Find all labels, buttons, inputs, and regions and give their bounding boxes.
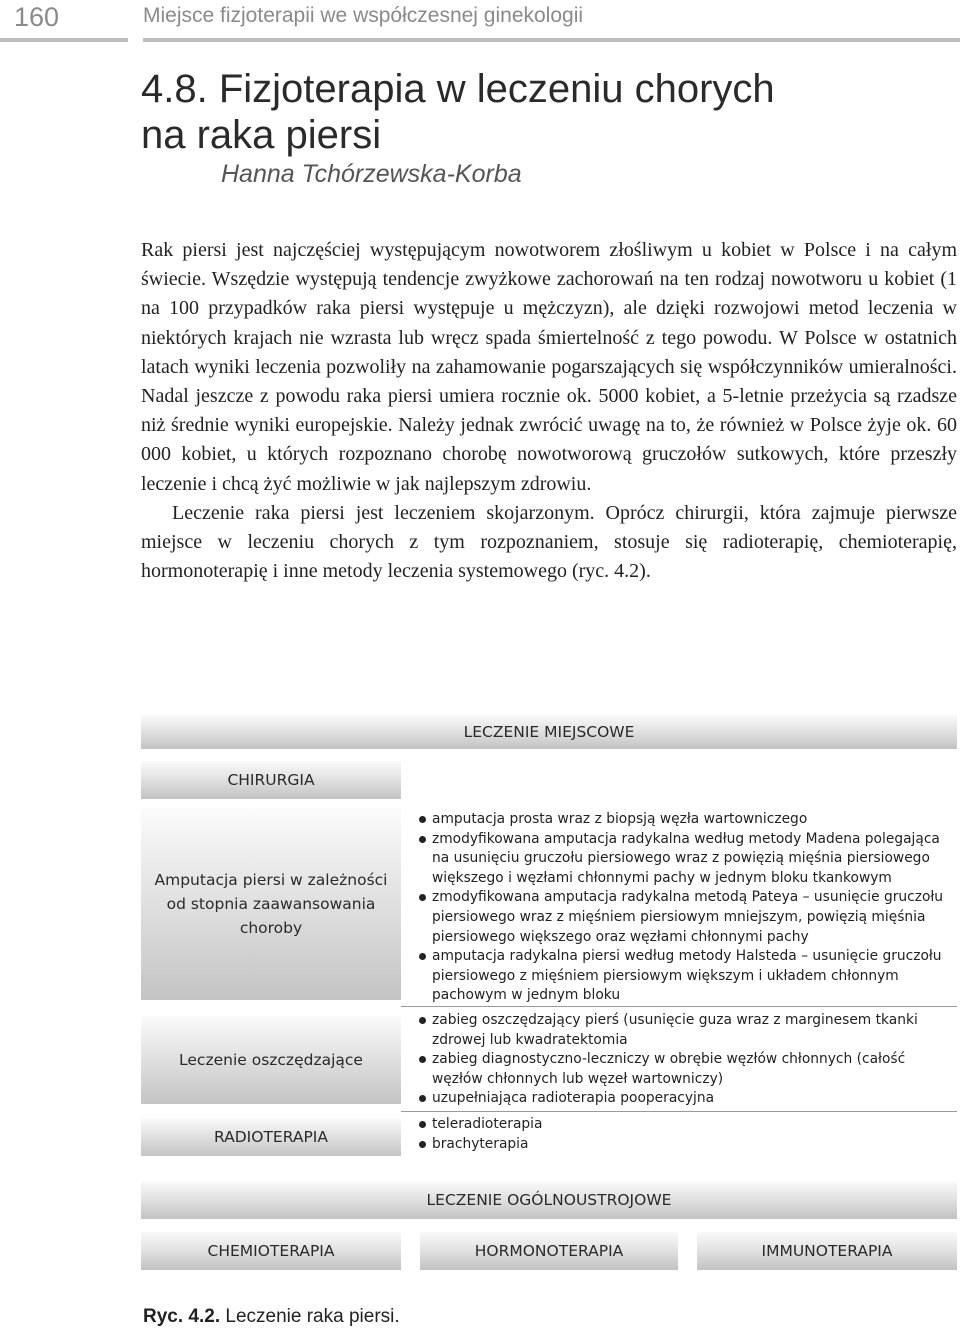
amputation-label: Amputacja piersi w zależności od stopnia zaawansowania choroby — [141, 808, 401, 1000]
amputation-methods-list — [416, 810, 957, 1006]
paragraph: Leczenie raka piersi jest leczeniem skojarzonym. Oprócz chirurgii, która zajmuje pierwsze miejsce w leczeniu chorych z tym rozpoznaniem, stosuje się radioterapię, chemioterapię, hormonoterapię i inne metody leczenia systemowego (ryc. 4.2). — [141, 501, 957, 583]
page-number: 160 — [14, 2, 60, 32]
running-head: Miejsce fizjoterapii we współczesnej ginekologii — [143, 4, 584, 27]
surgery-header: CHIRURGIA — [141, 761, 401, 799]
immunotherapy-box: IMMUNOTERAPIA — [697, 1232, 957, 1270]
chapter-title-line: 4.8. Fizjoterapia w leczeniu chorych — [141, 67, 775, 111]
chapter-title-line: na raka piersi — [141, 113, 382, 157]
caption-label: Ryc. 4.2. — [143, 1306, 221, 1327]
list-item: zabieg diagnostyczno-leczniczy w obrębie węzłów chłonnych (całość węzłów chłonnych lub węzeł wartowniczy) — [416, 1050, 957, 1089]
conserving-treatment-label: Leczenie oszczędzające — [141, 1016, 401, 1104]
author-name: Hanna Tchórzewska-Korba — [221, 160, 522, 188]
chapter-title — [141, 66, 941, 158]
radiotherapy-methods-list — [416, 1115, 957, 1154]
divider — [401, 1006, 957, 1007]
figure-caption — [143, 1306, 400, 1328]
radiotherapy-label: RADIOTERAPIA — [141, 1118, 401, 1156]
header-rule — [0, 38, 128, 42]
list-item: amputacja radykalna piersi według metody Halsteda – usunięcie gruczołu piersiowego z mięśniem piersiowym większym i układem chłonnym pachowym w jednym bloku — [416, 947, 957, 1006]
systemic-treatment-header: LECZENIE OGÓLNOUSTROJOWE — [141, 1181, 957, 1219]
list-item: zmodyfikowana amputacja radykalna według metody Madena polegająca na usunięciu gruczołu piersiowego wraz z powięzią mięśnia piersiowego większego i węzłami chłonnymi pachy w jednym bloku tkankowym — [416, 830, 957, 889]
paragraph: Rak piersi jest najczęściej występującym nowotworem złośliwym u kobiet w Polsce i na całym świecie. Wszędzie występują tendencje zwyżkowe zachorowań na ten rodzaj nowotworu u kobiet (1 na 100 przypadków raka piersi występuje u mężczyzn), ale dzięki rozwojowi metod leczenia w niektórych krajach nie wzrasta lub wręcz spada śmiertelność z tego powodu. W Polsce w ostatnich latach wyniki leczenia pozwoliły na zahamowanie pogarszających się współczynników umieralności. Nadal jeszcze z powodu raka piersi umiera rocznie ok. 5000 kobiet, a 5-letnie przeżycia są rzadsze niż średnie wyniki europejskie. Należy jednak zwrócić uwagę na to, że również w Polsce żyje ok. 60 000 kobiet, u których rozpoznano chorobę nowotworową gruczołów sutkowych, które przeszły leczenie i chcą żyć możliwie w jak najlepszym zdrowiu. — [141, 239, 957, 495]
list-item: uzupełniająca radioterapia pooperacyjna — [416, 1089, 957, 1109]
list-item: amputacja prosta wraz z biopsją węzła wartowniczego — [416, 810, 957, 830]
body-text — [141, 236, 957, 586]
conserving-methods-list — [416, 1011, 957, 1109]
header-rule — [143, 38, 960, 42]
list-item: zabieg oszczędzający pierś (usunięcie guza wraz z marginesem tkanki zdrowej lub kwadratektomia — [416, 1011, 957, 1050]
list-item: brachyterapia — [416, 1135, 957, 1155]
list-item: teleradioterapia — [416, 1115, 957, 1135]
local-treatment-header: LECZENIE MIEJSCOWE — [141, 715, 957, 749]
divider — [401, 1111, 957, 1112]
page-header — [0, 0, 960, 44]
hormone-therapy-box: HORMONOTERAPIA — [420, 1232, 678, 1270]
chemotherapy-box: CHEMIOTERAPIA — [141, 1232, 401, 1270]
list-item: zmodyfikowana amputacja radykalna metodą Pateya – usunięcie gruczołu piersiowego wraz z mięśniem piersiowym mniejszym, powięzią mięśnia piersiowego większego oraz węzłami chłonnymi pachy — [416, 888, 957, 947]
caption-text: Leczenie raka piersi. — [225, 1306, 400, 1327]
